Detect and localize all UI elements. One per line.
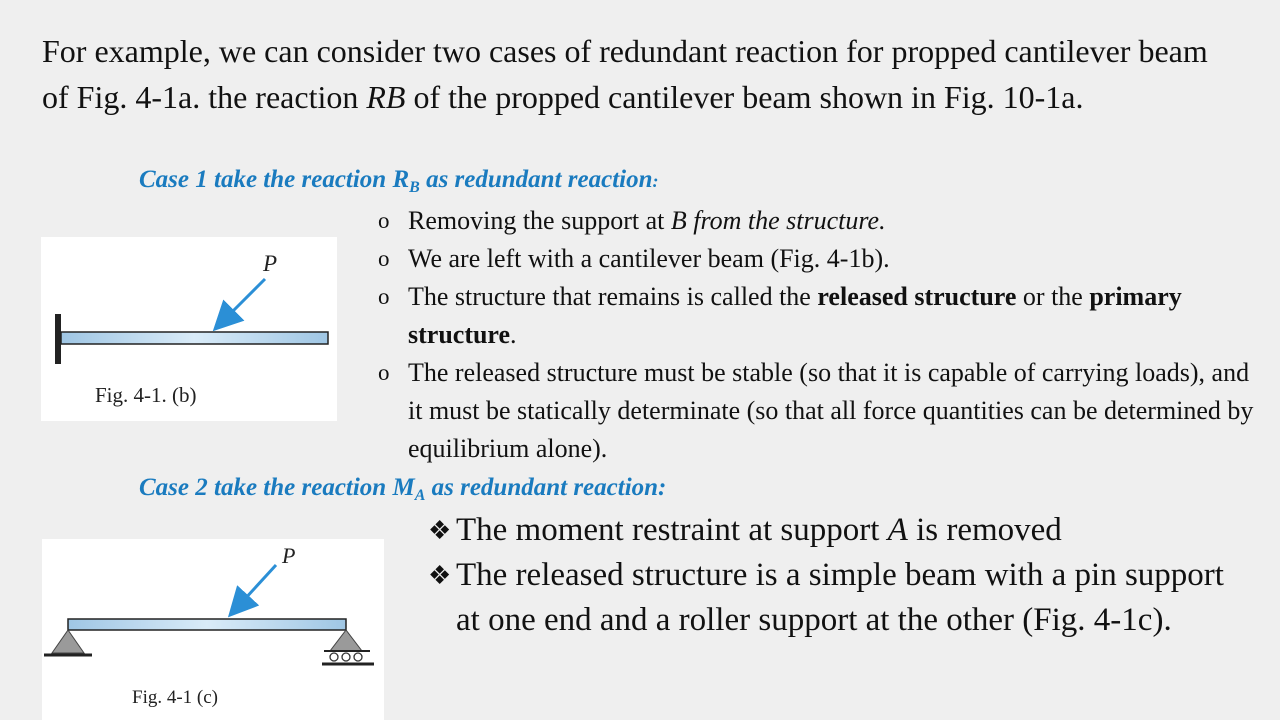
- intro-text-1: For example, we can consider two cases of redundant reaction for propped cantilever beam of Fig. 4-1a. the reaction: [42, 33, 1208, 115]
- circle-bullet-icon: o: [378, 284, 390, 309]
- bullet-text: .: [510, 320, 517, 349]
- case1-suffix: as redundant reaction: [419, 166, 653, 193]
- bullet-text: The moment restraint at support: [456, 512, 888, 548]
- figure-cantilever-beam: [41, 237, 337, 421]
- bullet-italic: B from the structure.: [670, 206, 886, 235]
- case1-colon: :: [652, 171, 659, 191]
- circle-bullet-icon: o: [378, 208, 390, 233]
- figure-caption: Fig. 4-1 (c): [132, 687, 219, 708]
- bullet-text: is removed: [907, 512, 1062, 548]
- intro-text-2: of the propped cantilever beam shown in Fig. 10-1a.: [405, 79, 1084, 115]
- load-arrow: [232, 565, 276, 613]
- load-label: P: [263, 251, 278, 276]
- beam: [68, 619, 346, 630]
- case2-prefix: Case 2 take the reaction M: [139, 474, 415, 501]
- bullet-text: Removing the support at: [408, 206, 671, 235]
- figure-caption: Fig. 4-1. (b): [95, 383, 197, 407]
- diamond-bullet-icon: ❖: [428, 516, 452, 545]
- bullet-text: We are left with a cantilever beam (Fig. 4-1b).: [408, 244, 890, 273]
- list-item: [428, 553, 1248, 643]
- list-item: [378, 354, 1258, 468]
- circle-bullet-icon: o: [378, 246, 390, 271]
- load-label: P: [282, 543, 296, 568]
- fixed-wall: [55, 314, 61, 364]
- diamond-bullet-icon: ❖: [428, 561, 452, 590]
- case1-bullet-list: [378, 202, 1258, 468]
- intro-paragraph: [42, 28, 1242, 120]
- bullet-text: or the: [1016, 282, 1090, 311]
- intro-rb: RB: [366, 79, 406, 115]
- bullet-italic: A: [887, 512, 908, 548]
- bullet-text: The released structure is a simple beam with a pin support at one end and a roller support at the other (Fig. 4-1c).: [456, 557, 1224, 638]
- pin-support: [52, 630, 84, 653]
- list-item: [378, 240, 1258, 278]
- list-item: [378, 202, 1258, 240]
- bullet-bold: primary structure: [408, 282, 1182, 349]
- bullet-text: The structure that remains is called the: [408, 282, 818, 311]
- roller-wheel: [330, 653, 338, 661]
- beam: [61, 332, 328, 344]
- case2-heading: [139, 474, 666, 505]
- case1-heading: [139, 166, 659, 197]
- roller-wheel: [354, 653, 362, 661]
- list-item: [428, 508, 1248, 553]
- roller-wheel: [342, 653, 350, 661]
- case1-subscript: B: [409, 179, 420, 196]
- bullet-text: The released structure must be stable (so that it is capable of carrying loads), and it must be statically determinate (so that all force quantities can be determined by equilibrium alone).: [408, 358, 1254, 463]
- case2-bullet-list: [428, 508, 1248, 643]
- circle-bullet-icon: o: [378, 360, 390, 385]
- case2-subscript: A: [414, 487, 426, 504]
- case1-prefix: Case 1 take the reaction R: [139, 166, 410, 193]
- roller-support: [330, 630, 362, 651]
- figure-simple-beam: [42, 539, 384, 720]
- load-arrow: [217, 279, 265, 327]
- case2-suffix: as redundant reaction:: [425, 474, 667, 501]
- list-item: [378, 278, 1258, 354]
- bullet-bold: released structure: [817, 282, 1017, 311]
